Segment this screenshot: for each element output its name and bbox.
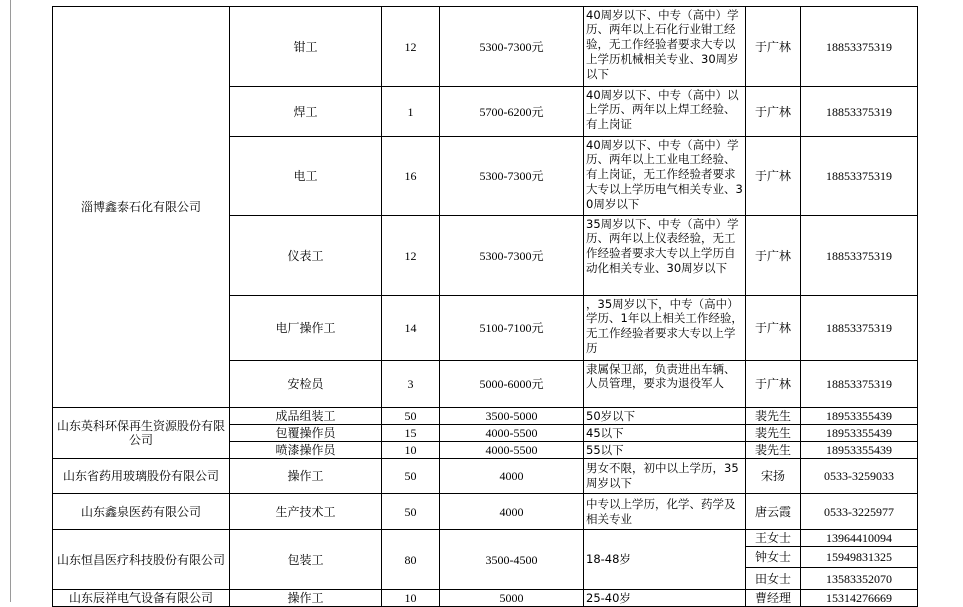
contact-person: 曹经理 xyxy=(746,590,801,607)
requirements-text: 35周岁以下、中专（高中）学历、两年以上仪表经验，无工作经验者要求大专以上学历自动化相关专业、30周岁以下 xyxy=(586,216,739,275)
contact-person: 于广林 xyxy=(746,137,801,216)
requirements xyxy=(584,296,746,361)
company-cell: 山东英科环保再生资源股份有限公司 xyxy=(53,408,230,459)
requirements: 45以下 xyxy=(584,425,746,442)
phone: 15314276669 xyxy=(801,590,918,607)
requirements: 55以下 xyxy=(584,442,746,459)
headcount: 50 xyxy=(382,408,440,425)
salary: 3500-4500 xyxy=(440,530,584,590)
contact-person: 于广林 xyxy=(746,296,801,361)
page-left-border xyxy=(10,0,11,602)
contact-person: 裴先生 xyxy=(746,442,801,459)
contact-person: 钟女士 xyxy=(746,547,801,568)
salary: 5000 xyxy=(440,590,584,607)
headcount: 50 xyxy=(382,459,440,494)
phone: 18953355439 xyxy=(801,408,918,425)
headcount: 10 xyxy=(382,442,440,459)
company-cell: 淄博鑫泰石化有限公司 xyxy=(53,7,230,408)
job-title: 操作工 xyxy=(230,459,382,494)
requirements: 25-40岁 xyxy=(584,590,746,607)
phone: 18853375319 xyxy=(801,137,918,216)
requirements-text: ，35周岁以下，中专（高中）学历、1年以上相关工作经验，无工作经验者要求大专以上学历 xyxy=(586,296,743,355)
headcount: 3 xyxy=(382,361,440,408)
job-title: 钳工 xyxy=(230,7,382,87)
requirements-text: 40周岁以下、中专（高中）学历、两年以上石化行业钳工经验，无工作经验者要求大专以上学历机械相关专业、30周岁以下 xyxy=(586,7,739,81)
contact-person: 裴先生 xyxy=(746,408,801,425)
phone: 18853375319 xyxy=(801,216,918,296)
salary: 5300-7300元 xyxy=(440,216,584,296)
requirements-text: 40周岁以下、中专（高中）学历、两年以上工业电工经验、有上岗证，无工作经验者要求大专以上学历电气相关专业、30周岁以下 xyxy=(586,137,743,211)
job-title: 操作工 xyxy=(230,590,382,607)
headcount: 14 xyxy=(382,296,440,361)
requirements: 18-48岁 xyxy=(584,530,746,590)
salary: 5300-7300元 xyxy=(440,7,584,87)
phone: 15949831325 xyxy=(801,547,918,568)
phone: 13964410094 xyxy=(801,530,918,547)
contact-person: 宋扬 xyxy=(746,459,801,494)
company-cell: 山东鑫泉医药有限公司 xyxy=(53,494,230,530)
contact-person: 于广林 xyxy=(746,87,801,137)
table-row xyxy=(53,590,918,607)
company-cell: 山东辰祥电气设备有限公司 xyxy=(53,590,230,607)
headcount: 12 xyxy=(382,7,440,87)
salary: 4000-5500 xyxy=(440,425,584,442)
salary: 4000-5500 xyxy=(440,442,584,459)
requirements: 50岁以下 xyxy=(584,408,746,425)
salary: 5300-7300元 xyxy=(440,137,584,216)
phone: 0533-3225977 xyxy=(801,494,918,530)
salary: 3500-5000 xyxy=(440,408,584,425)
contact-person: 裴先生 xyxy=(746,425,801,442)
requirements xyxy=(584,87,746,137)
salary: 4000 xyxy=(440,494,584,530)
job-table xyxy=(52,6,918,607)
contact-person: 于广林 xyxy=(746,361,801,408)
table-row xyxy=(53,530,918,547)
table-row xyxy=(53,7,918,87)
phone: 18953355439 xyxy=(801,425,918,442)
phone: 18853375319 xyxy=(801,296,918,361)
requirements xyxy=(584,7,746,87)
company-cell: 山东省药用玻璃股份有限公司 xyxy=(53,459,230,494)
table-row xyxy=(53,459,918,494)
phone: 0533-3259033 xyxy=(801,459,918,494)
job-title: 包装工 xyxy=(230,530,382,590)
salary: 5000-6000元 xyxy=(440,361,584,408)
phone: 18853375319 xyxy=(801,87,918,137)
contact-person: 于广林 xyxy=(746,216,801,296)
job-title: 安检员 xyxy=(230,361,382,408)
contact-person: 唐云霞 xyxy=(746,494,801,530)
job-title: 生产技术工 xyxy=(230,494,382,530)
job-title: 成品组装工 xyxy=(230,408,382,425)
phone: 18853375319 xyxy=(801,7,918,87)
job-title: 焊工 xyxy=(230,87,382,137)
requirements-text: 40周岁以下、中专（高中）以上学历、两年以上焊工经验、有上岗证 xyxy=(586,87,739,132)
requirements-text: 隶属保卫部，负责进出车辆、人员管理，要求为退役军人 xyxy=(586,361,736,391)
phone: 13583352070 xyxy=(801,568,918,590)
headcount: 50 xyxy=(382,494,440,530)
job-title: 包覆操作员 xyxy=(230,425,382,442)
job-title: 仪表工 xyxy=(230,216,382,296)
job-title: 喷漆操作员 xyxy=(230,442,382,459)
phone: 18853375319 xyxy=(801,361,918,408)
phone: 18953355439 xyxy=(801,442,918,459)
requirements xyxy=(584,361,746,408)
job-title: 电厂操作工 xyxy=(230,296,382,361)
headcount: 12 xyxy=(382,216,440,296)
requirements xyxy=(584,137,746,216)
headcount: 16 xyxy=(382,137,440,216)
salary: 5700-6200元 xyxy=(440,87,584,137)
headcount: 15 xyxy=(382,425,440,442)
headcount: 10 xyxy=(382,590,440,607)
company-cell: 山东恒昌医疗科技股份有限公司 xyxy=(53,530,230,590)
headcount: 1 xyxy=(382,87,440,137)
contact-person: 田女士 xyxy=(746,568,801,590)
table-row xyxy=(53,408,918,425)
contact-person: 王女士 xyxy=(746,530,801,547)
table-row xyxy=(53,494,918,530)
requirements: 中专以上学历，化学、药学及相关专业 xyxy=(584,494,746,530)
salary: 5100-7100元 xyxy=(440,296,584,361)
job-title: 电工 xyxy=(230,137,382,216)
requirements xyxy=(584,216,746,296)
salary: 4000 xyxy=(440,459,584,494)
headcount: 80 xyxy=(382,530,440,590)
contact-person: 于广林 xyxy=(746,7,801,87)
requirements: 男女不限，初中以上学历，35周岁以下 xyxy=(584,459,746,494)
